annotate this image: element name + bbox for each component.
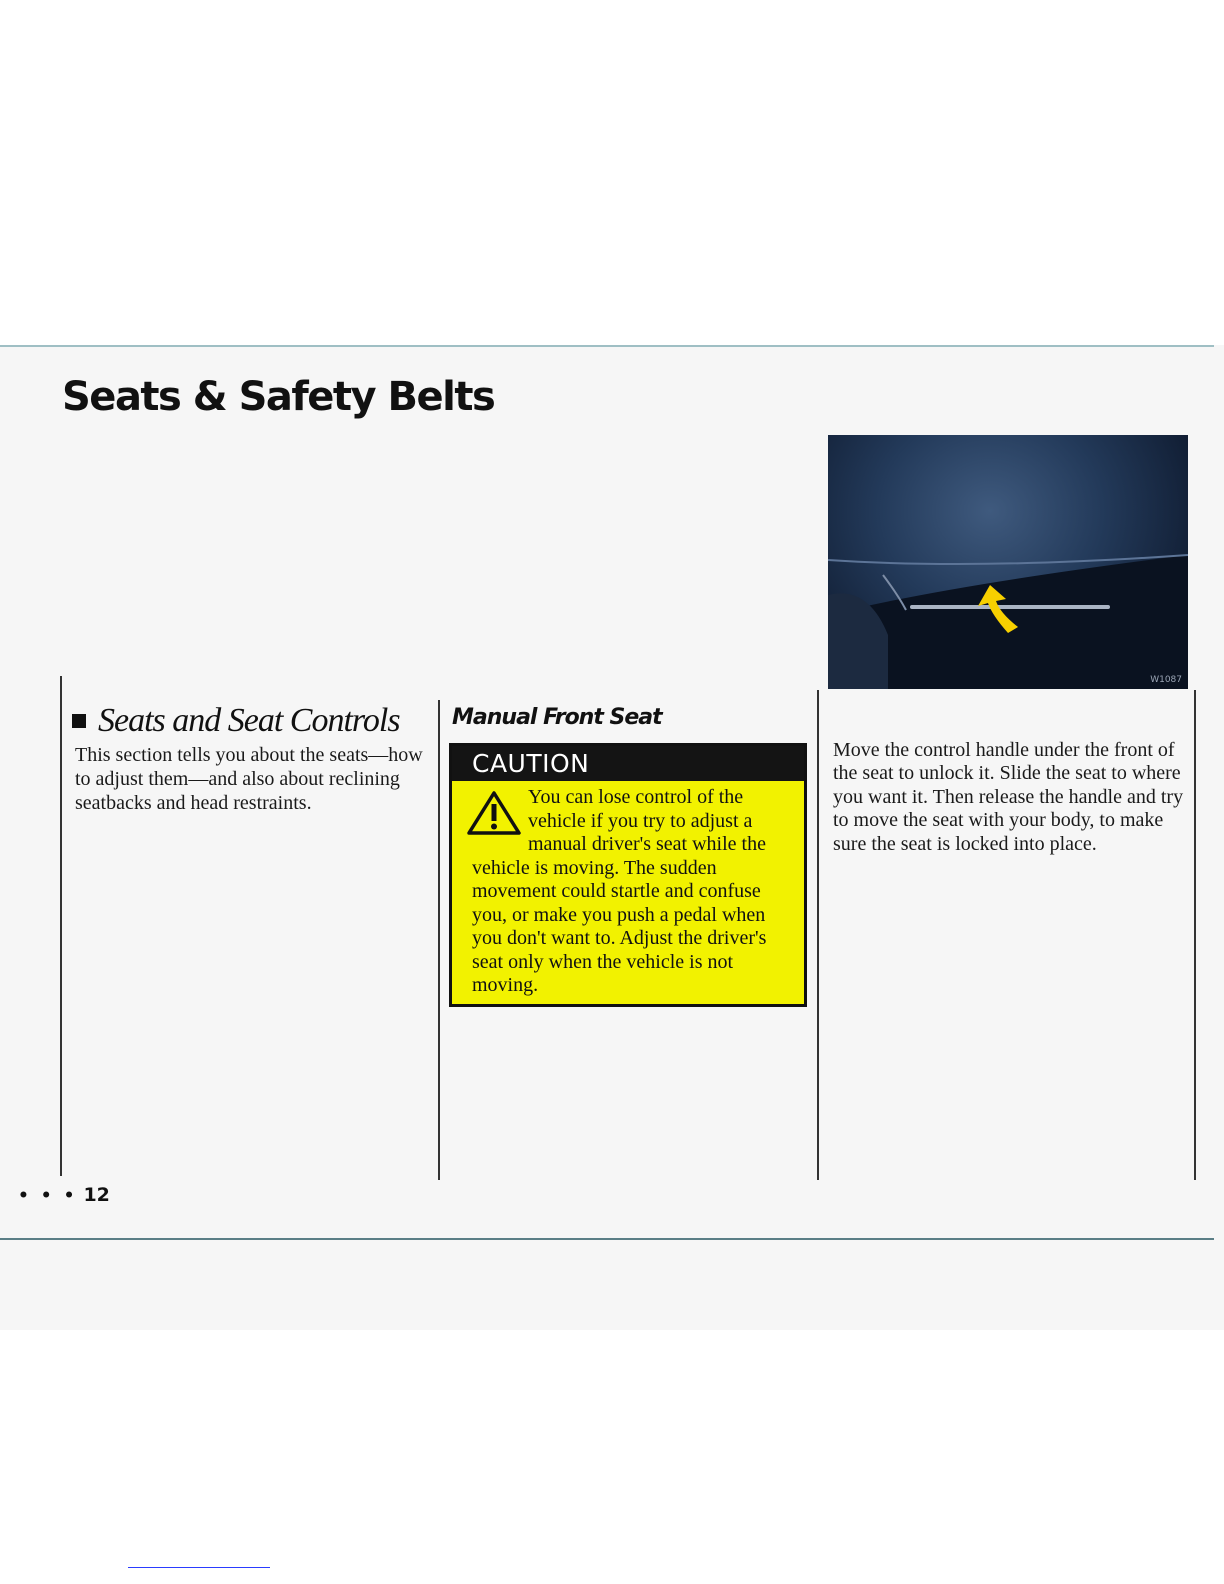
caution-text: You can lose control of the vehicle if you try to adjust a manual driver's seat while the vehicle is moving. The sudden movement could startle and confuse you, or make you push a pedal when you don't want to. Adjust the driver's seat only when the vehicle is not moving. bbox=[472, 786, 767, 996]
page-number bbox=[18, 1184, 110, 1206]
warning-triangle-icon bbox=[466, 790, 522, 836]
column-divider bbox=[60, 676, 62, 1176]
image-code: W1087 bbox=[1150, 675, 1182, 685]
top-rule bbox=[0, 345, 1214, 347]
seat-handle-photo bbox=[828, 435, 1188, 689]
seat-controls-heading-text: Seats and Seat Controls bbox=[98, 702, 400, 739]
manual-front-seat-heading: Manual Front Seat bbox=[452, 705, 662, 730]
link-underline bbox=[128, 1567, 270, 1568]
seat-controls-intro: This section tells you about the seats—how to adjust them—and also about reclining seatbacks and head restraints. bbox=[75, 744, 423, 814]
caution-box bbox=[449, 743, 807, 1007]
page-dots: • • • bbox=[18, 1186, 78, 1206]
caution-text-block bbox=[472, 786, 790, 998]
column-divider bbox=[438, 700, 440, 1180]
section-title: Seats & Safety Belts bbox=[62, 374, 495, 420]
page-number-value: 12 bbox=[83, 1184, 110, 1206]
column-divider bbox=[1194, 690, 1196, 1180]
square-bullet-icon bbox=[72, 714, 86, 728]
seat-controls-heading bbox=[72, 702, 400, 740]
column-divider bbox=[817, 690, 819, 1180]
bottom-rule bbox=[0, 1238, 1214, 1240]
seat-adjust-instructions: Move the control handle under the front of the seat to unlock it. Slide the seat to where you want it. Then release the handle and try to move the seat with your body, to make sure the seat is locked into place. bbox=[833, 739, 1184, 855]
caution-label: CAUTION bbox=[452, 746, 804, 781]
